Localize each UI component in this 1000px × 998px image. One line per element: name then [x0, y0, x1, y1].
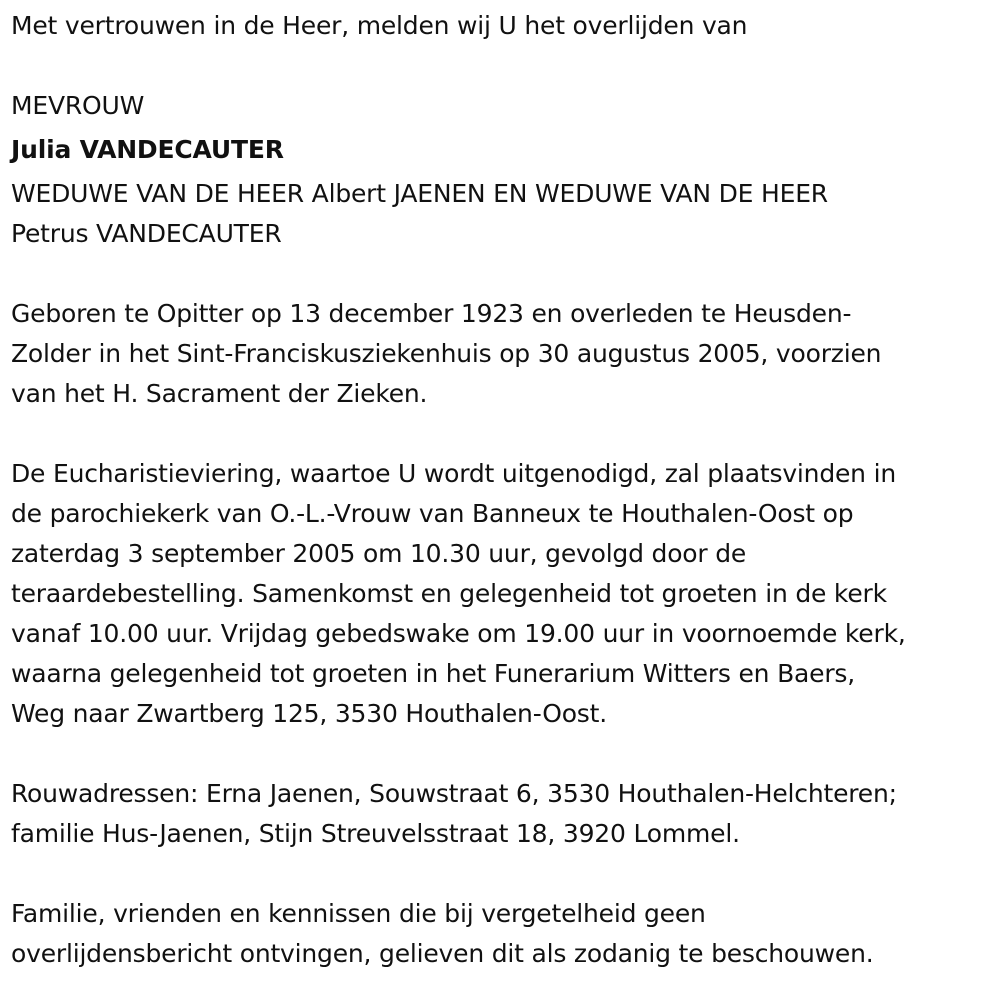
widow-line: WEDUWE VAN DE HEER Albert JAENEN EN WEDUWE VAN DE HEER: [11, 179, 828, 208]
spacer: [11, 46, 986, 86]
closing-paragraph: [11, 894, 986, 974]
spacer: [11, 414, 986, 454]
widow-line: Petrus VANDECAUTER: [11, 219, 282, 248]
spacer: [11, 854, 986, 894]
spacer: [11, 734, 986, 774]
closing-line: overlijdensbericht ontvingen, gelieven dit als zodanig te beschouwen.: [11, 939, 874, 968]
ceremony-line: de parochiekerk van O.-L.-Vrouw van Banneux te Houthalen-Oost op: [11, 499, 854, 528]
mourning-address-line: familie Hus-Jaenen, Stijn Streuvelsstraat 18, 3920 Lommel.: [11, 819, 740, 848]
ceremony-paragraph: [11, 454, 986, 734]
death-notice: [11, 6, 986, 974]
ceremony-line: zaterdag 3 september 2005 om 10.30 uur, gevolgd door de: [11, 539, 747, 568]
birth-death-line: van het H. Sacrament der Zieken.: [11, 379, 428, 408]
birth-death-paragraph: [11, 294, 986, 414]
ceremony-line: De Eucharistieviering, waartoe U wordt uitgenodigd, zal plaatsvinden in: [11, 459, 896, 488]
ceremony-line: vanaf 10.00 uur. Vrijdag gebedswake om 19.00 uur in voornoemde kerk,: [11, 619, 906, 648]
intro-text: Met vertrouwen in de Heer, melden wij U het overlijden van: [11, 11, 748, 40]
ceremony-line: waarna gelegenheid tot groeten in het Funerarium Witters en Baers,: [11, 659, 855, 688]
title-prefix: MEVROUW: [11, 91, 145, 120]
widow-paragraph: [11, 174, 986, 254]
ceremony-line: Weg naar Zwartberg 125, 3530 Houthalen-Oost.: [11, 699, 607, 728]
mourning-addresses-paragraph: [11, 774, 986, 854]
birth-death-line: Geboren te Opitter op 13 december 1923 en overleden te Heusden-: [11, 299, 852, 328]
deceased-name: Julia VANDECAUTER: [11, 135, 284, 164]
mourning-address-line: Rouwadressen: Erna Jaenen, Souwstraat 6, 3530 Houthalen-Helchteren;: [11, 779, 897, 808]
spacer: [11, 254, 986, 294]
ceremony-line: teraardebestelling. Samenkomst en gelegenheid tot groeten in de kerk: [11, 579, 887, 608]
closing-line: Familie, vrienden en kennissen die bij vergetelheid geen: [11, 899, 706, 928]
birth-death-line: Zolder in het Sint-Franciskusziekenhuis op 30 augustus 2005, voorzien: [11, 339, 882, 368]
